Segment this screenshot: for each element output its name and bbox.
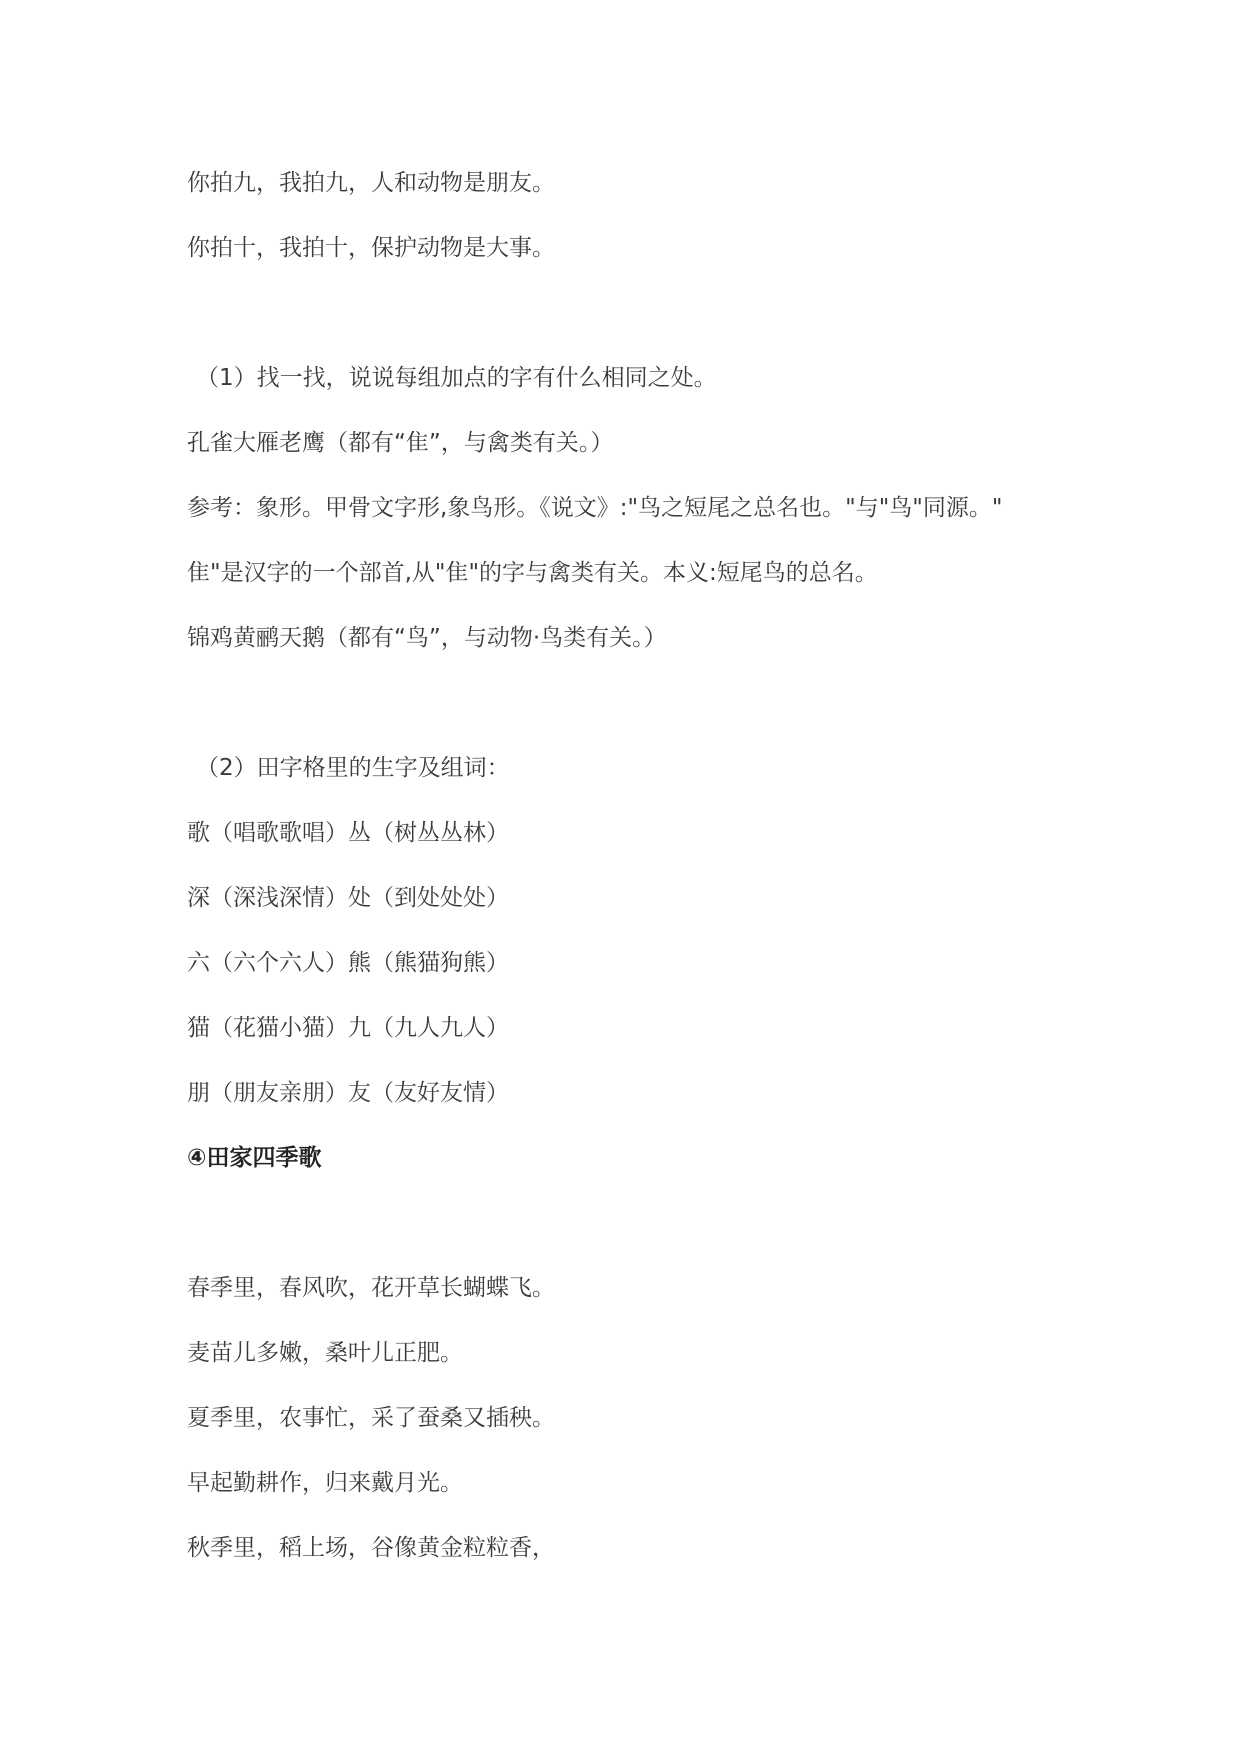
text-line: 你拍十，我拍十，保护动物是大事。 xyxy=(187,235,555,261)
question-heading: （2）田字格里的生字及组词： xyxy=(196,755,510,781)
poem-line: 秋季里，稻上场，谷像黄金粒粒香， xyxy=(187,1535,555,1561)
poem-line: 麦苗儿多嫩，桑叶儿正肥。 xyxy=(187,1340,463,1366)
text-line: 参考：象形。甲骨文字形,象鸟形。《说文》:"鸟之短尾之总名也。"与"鸟"同源。" xyxy=(187,495,1003,521)
text-line: 孔雀大雁老鹰（都有“隹”，与禽类有关。） xyxy=(187,430,614,456)
poem-line: 夏季里，农事忙，采了蚕桑又插秧。 xyxy=(187,1405,555,1431)
text-line: 你拍九，我拍九，人和动物是朋友。 xyxy=(187,170,555,196)
poem-line: 春季里，春风吹，花开草长蝴蝶飞。 xyxy=(187,1275,555,1301)
text-line: 六（六个六人）熊（熊猫狗熊） xyxy=(187,950,509,976)
section-title: ④田家四季歌 xyxy=(187,1145,322,1171)
text-line: 隹"是汉字的一个部首,从"隹"的字与禽类有关。本义:短尾鸟的总名。 xyxy=(187,560,878,586)
question-heading: （1）找一找，说说每组加点的字有什么相同之处。 xyxy=(196,365,717,391)
text-line: 深（深浅深情）处（到处处处） xyxy=(187,885,509,911)
poem-line: 早起勤耕作，归来戴月光。 xyxy=(187,1470,463,1496)
text-line: 朋（朋友亲朋）友（友好友情） xyxy=(187,1080,509,1106)
text-line: 歌（唱歌歌唱）丛（树丛丛林） xyxy=(187,820,509,846)
text-line: 猫（花猫小猫）九（九人九人） xyxy=(187,1015,509,1041)
text-line: 锦鸡黄鹂天鹅（都有“鸟”，与动物·鸟类有关。） xyxy=(187,625,667,651)
